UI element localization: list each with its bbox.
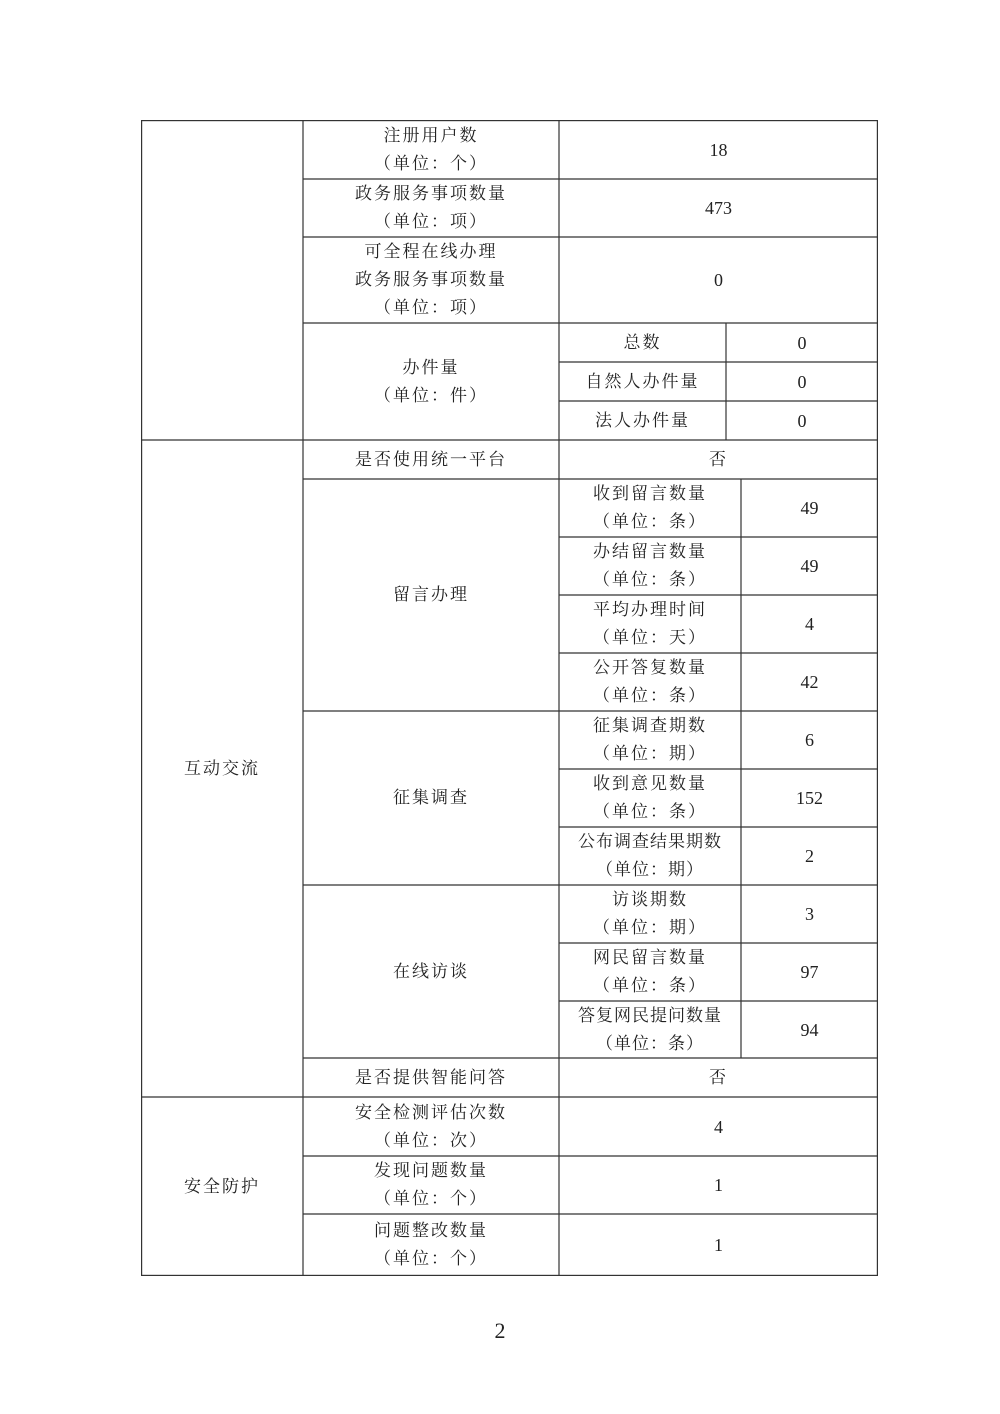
interview-periods-value: 3 — [805, 904, 814, 924]
issues-found-value: 1 — [714, 1175, 723, 1195]
messages-received-label: 收到留言数量 （单位：条） — [593, 484, 707, 532]
messages-avg-time-label: 平均办理时间 （单位：天） — [593, 600, 707, 648]
case-total-label: 总数 — [623, 332, 662, 353]
interaction-section-label: 互动交流 — [184, 758, 260, 779]
interview-answers-value: 94 — [800, 1019, 819, 1040]
service-items-value: 473 — [705, 198, 732, 218]
interview-label: 在线访谈 — [393, 961, 469, 982]
survey-results-label: 公布调查结果期数 （单位：期） — [578, 832, 722, 880]
issues-fixed-label: 问题整改数量 （单位：个） — [374, 1221, 488, 1269]
unified-platform-label: 是否使用统一平台 — [355, 449, 507, 470]
registered-users-value: 18 — [709, 139, 728, 160]
messages-public-replies-value: 42 — [800, 672, 819, 692]
registered-users-label: 注册用户数 （单位：个） — [374, 125, 488, 174]
statistics-table — [141, 120, 878, 1276]
smart-qa-value: 否 — [709, 1067, 728, 1088]
security-checks-label: 安全检测评估次数 （单位：次） — [355, 1102, 507, 1151]
survey-opinions-value: 152 — [796, 788, 823, 808]
messages-received-value: 49 — [800, 498, 819, 518]
case-natural-value: 0 — [797, 371, 807, 392]
page-number: 2 — [494, 1318, 506, 1343]
case-legal-label: 法人办件量 — [595, 410, 690, 431]
interview-periods-label: 访谈期数 （单位：期） — [593, 890, 707, 938]
survey-label: 征集调查 — [393, 788, 469, 808]
case-volume-label: 办件量 （单位：件） — [374, 357, 488, 406]
messages-label: 留言办理 — [393, 585, 469, 605]
messages-resolved-label: 办结留言数量 （单位：条） — [593, 542, 707, 590]
messages-avg-time-value: 4 — [805, 614, 814, 634]
survey-opinions-label: 收到意见数量 （单位：条） — [593, 774, 707, 822]
service-items-label: 政务服务事项数量 （单位：项） — [355, 184, 507, 232]
security-checks-value: 4 — [714, 1116, 723, 1137]
survey-results-value: 2 — [805, 846, 814, 866]
survey-periods-label: 征集调查期数 （单位：期） — [593, 716, 707, 764]
security-section-label: 安全防护 — [184, 1176, 260, 1197]
online-items-label: 可全程在线办理 政务服务事项数量 （单位：项） — [355, 242, 507, 318]
messages-resolved-value: 49 — [800, 556, 819, 576]
interview-answers-label: 答复网民提问数量 （单位：条） — [578, 1005, 722, 1054]
issues-found-label: 发现问题数量 （单位：个） — [374, 1161, 488, 1209]
online-items-value: 0 — [714, 270, 723, 290]
case-natural-label: 自然人办件量 — [585, 371, 700, 392]
case-total-value: 0 — [797, 332, 807, 353]
smart-qa-label: 是否提供智能问答 — [355, 1067, 507, 1088]
survey-periods-value: 6 — [805, 730, 814, 750]
interview-messages-label: 网民留言数量 （单位：条） — [593, 948, 707, 996]
issues-fixed-value: 1 — [714, 1235, 723, 1255]
unified-platform-value: 否 — [709, 449, 728, 470]
case-legal-value: 0 — [797, 410, 807, 431]
messages-public-replies-label: 公开答复数量 （单位：条） — [593, 658, 707, 706]
interview-messages-value: 97 — [800, 962, 819, 982]
